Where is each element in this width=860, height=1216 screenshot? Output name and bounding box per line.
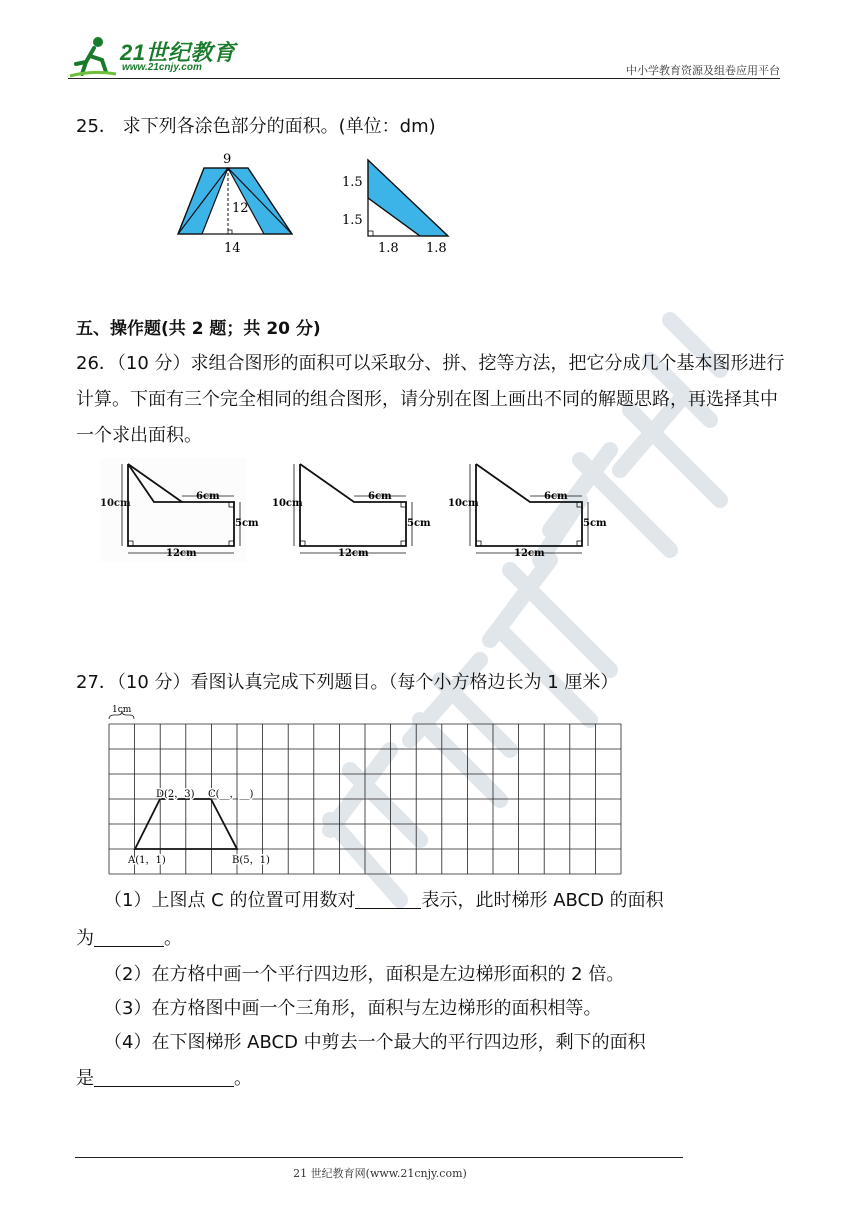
answer-blank-pair[interactable] <box>355 890 421 909</box>
section-title: 五、操作题(共 2 题；共 20 分) <box>76 319 321 339</box>
sub4-part-c: 。 <box>234 1068 252 1089</box>
label-right: 5cm <box>583 518 607 529</box>
q27-sub4-line1: （4）在下图梯形 ABCD 中剪去一个最大的平行四边形，剩下的面积 <box>104 1032 646 1053</box>
runner-icon <box>68 34 120 80</box>
label-height: 12 <box>232 201 249 216</box>
label-left: 10cm <box>448 498 479 509</box>
q25-right-triangle-figure <box>336 150 466 258</box>
label-top: 9 <box>223 152 232 167</box>
q25-text: 25． 求下列各涂色部分的面积。(单位：dm) <box>76 116 436 137</box>
label-base-left: 1.8 <box>378 241 399 256</box>
label-base-right: 1.8 <box>426 241 447 256</box>
logo-url: www.21cnjy.com <box>122 62 202 73</box>
label-top: 6cm <box>544 491 568 502</box>
sub4-part-b: 是 <box>76 1068 94 1089</box>
q26-text: 26．（10 分）求组合图形的面积可以采取分、拼、挖等方法，把它分成几个基本图形进行计算。下面有三个完全相同的组合图形，请分别在图上画出不同的解题思路，再选择其中一个求出面积。 <box>76 353 785 446</box>
label-right: 5cm <box>407 518 431 529</box>
q27-text: 27．（10 分）看图认真完成下列题目。（每个小方格边长为 1 厘米） <box>76 672 619 693</box>
label-upper: 1.5 <box>342 175 363 190</box>
q27-sub1-line1 <box>104 888 664 914</box>
point-d-label: D(2，3) <box>156 789 195 800</box>
q27-sub2: （2）在方格中画一个平行四边形，面积是左边梯形面积的 2 倍。 <box>104 964 625 985</box>
answer-blank-area[interactable] <box>94 928 164 947</box>
q26-figure-2 <box>270 456 431 564</box>
sub1-part-a: （1）上图点 C 的位置可用数对 <box>104 890 356 911</box>
sub1-part-b: 表示，此时梯形 ABCD 的面积 <box>421 890 664 911</box>
grid-unit-label: 1cm <box>112 705 132 715</box>
label-top: 6cm <box>368 491 392 502</box>
sub1-part-d: 。 <box>164 928 182 949</box>
point-c-label: C(__，__) <box>208 789 254 800</box>
q27-sub3: （3）在方格图中画一个三角形，面积与左边梯形的面积相等。 <box>104 998 602 1019</box>
label-bottom: 12cm <box>166 548 197 559</box>
q25-trapezoid-figure <box>168 150 308 258</box>
point-b-label: B(5，1) <box>232 855 270 866</box>
point-a-label: A(1，1) <box>128 855 166 866</box>
footer-text: 21 世纪教育网(www.21cnjy.com) <box>293 1167 467 1180</box>
q26-figure-1 <box>98 456 259 564</box>
site-logo[interactable] <box>68 34 238 80</box>
q27-sub1-line2 <box>76 926 182 952</box>
label-right: 5cm <box>235 518 259 529</box>
q26-figure-3 <box>446 456 607 564</box>
label-left: 10cm <box>100 498 131 509</box>
label-bottom: 12cm <box>514 548 545 559</box>
header-divider <box>68 78 780 79</box>
q27-grid-figure <box>100 702 630 882</box>
logo-text: 21世纪教育 <box>120 40 236 65</box>
label-bottom: 12cm <box>338 548 369 559</box>
answer-blank-remaining[interactable] <box>94 1068 234 1087</box>
label-top: 6cm <box>196 491 220 502</box>
sub1-part-c: 为 <box>76 928 94 949</box>
label-lower: 1.5 <box>342 213 363 228</box>
q27-sub4-line2 <box>76 1066 252 1092</box>
header-tagline: 中小学教育资源及组卷应用平台 <box>626 64 780 77</box>
label-bottom: 14 <box>224 241 241 256</box>
label-left: 10cm <box>272 498 303 509</box>
footer-divider <box>75 1157 683 1158</box>
